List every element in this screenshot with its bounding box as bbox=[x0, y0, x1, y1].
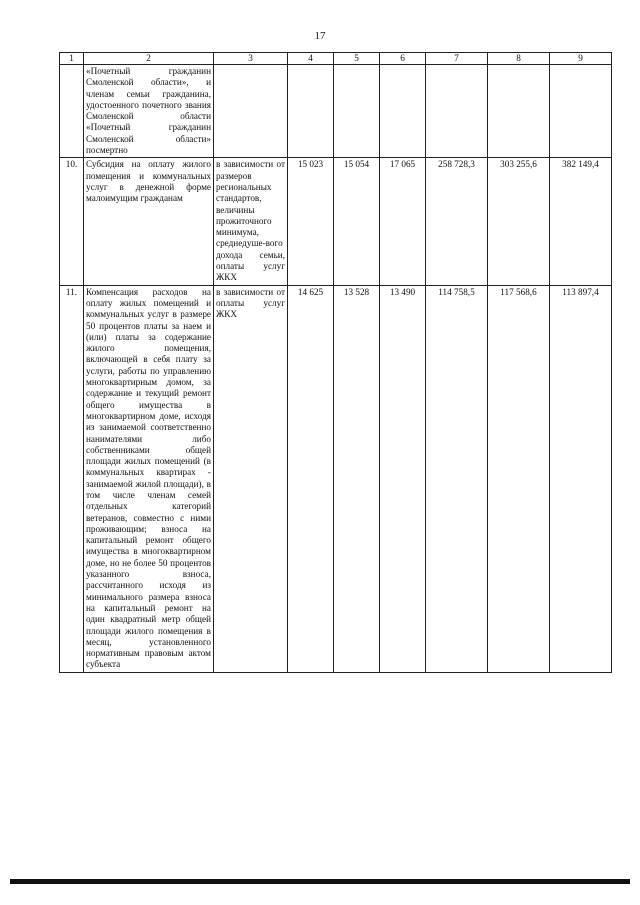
column-header: 5 bbox=[334, 53, 380, 65]
table-header-row bbox=[60, 53, 612, 65]
row-number: 11. bbox=[60, 285, 84, 672]
column-header: 2 bbox=[84, 53, 214, 65]
row-condition: в зависимости от размеров региональных стандартов, величины прожиточного минимума, среднедуше-вого дохода семьи, оплаты услуг ЖКХ bbox=[214, 158, 288, 285]
value-cell: 117 568,6 bbox=[488, 285, 550, 672]
value-cell bbox=[380, 65, 426, 158]
value-cell bbox=[550, 65, 612, 158]
value-cell: 13 528 bbox=[334, 285, 380, 672]
row-description: «Почетный гражданин Смоленской области», и членам семьи гражданина, удостоенного почетного звания Смоленской области «Почетный гражданин Смоленской области» посмертно bbox=[84, 65, 214, 158]
value-cell: 14 625 bbox=[288, 285, 334, 672]
column-header: 3 bbox=[214, 53, 288, 65]
value-cell: 113 897,4 bbox=[550, 285, 612, 672]
page-bottom-rule bbox=[10, 879, 630, 884]
row-condition: в зависимости от оплаты услуг ЖКХ bbox=[214, 285, 288, 672]
value-cell: 114 758,5 bbox=[426, 285, 488, 672]
value-cell bbox=[288, 65, 334, 158]
value-cell: 382 149,4 bbox=[550, 158, 612, 285]
row-number: 10. bbox=[60, 158, 84, 285]
column-header: 7 bbox=[426, 53, 488, 65]
value-cell bbox=[426, 65, 488, 158]
column-header: 6 bbox=[380, 53, 426, 65]
row-number bbox=[60, 65, 84, 158]
value-cell: 17 065 bbox=[380, 158, 426, 285]
table-row bbox=[60, 65, 612, 158]
page-number: 17 bbox=[314, 30, 326, 42]
table-row bbox=[60, 158, 612, 285]
value-cell: 258 728,3 bbox=[426, 158, 488, 285]
value-cell: 303 255,6 bbox=[488, 158, 550, 285]
value-cell bbox=[334, 65, 380, 158]
value-cell: 15 023 bbox=[288, 158, 334, 285]
value-cell: 13 490 bbox=[380, 285, 426, 672]
row-description: Субсидия на оплату жилого помещения и коммунальных услуг в денежной форме малоимущим гражданам bbox=[84, 158, 214, 285]
column-header: 9 bbox=[550, 53, 612, 65]
data-table bbox=[59, 52, 612, 673]
value-cell bbox=[488, 65, 550, 158]
row-description: Компенсация расходов на оплату жилых помещений и коммунальных услуг в размере 50 процентов платы за наем и (или) платы за содержание жилого помещения, включающей в себя плату за услуги, работы по управлению многоквартирным домом, за содержание и текущий ремонт общего имущества в многоквартирном доме, исходя из занимаемой соответственно нанимателями либо собственниками общей площади жилых помещений (в коммунальных квартирах - занимаемой жилой площади), в том числе членам семей отдельных категорий ветеранов, совместно с ними проживающим; взноса на капитальный ремонт общего имущества в многоквартирном доме, но не более 50 процентов указанного взноса, рассчитанного исходя из минимального размера взноса на капитальный ремонт на один квадратный метр общей площади жилого помещения в месяц, установленного нормативным правовым актом субъекта bbox=[84, 285, 214, 672]
column-header: 8 bbox=[488, 53, 550, 65]
column-header: 1 bbox=[60, 53, 84, 65]
table-row bbox=[60, 285, 612, 672]
value-cell: 15 054 bbox=[334, 158, 380, 285]
row-condition bbox=[214, 65, 288, 158]
column-header: 4 bbox=[288, 53, 334, 65]
